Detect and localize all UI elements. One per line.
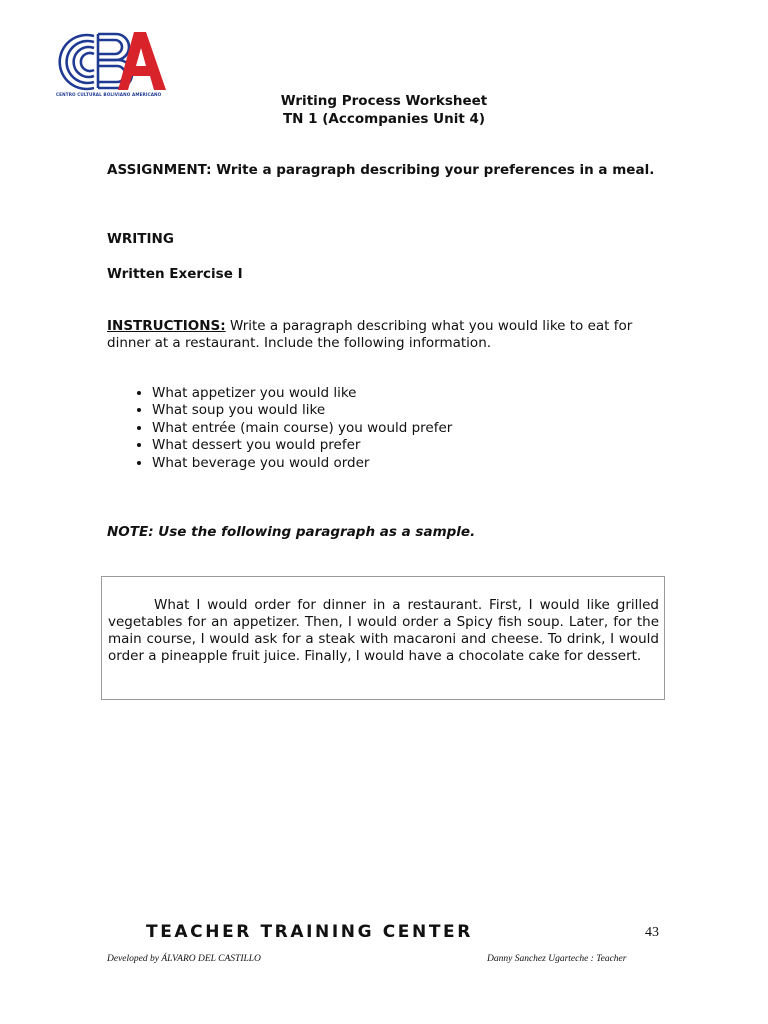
section-heading-writing: WRITING bbox=[107, 231, 174, 247]
instructions-label: INSTRUCTIONS: bbox=[107, 318, 226, 334]
note-text: NOTE: Use the following paragraph as a sample. bbox=[107, 524, 476, 540]
teacher-training-center-title: TEACHER TRAINING CENTER bbox=[146, 922, 473, 942]
list-item: • What dessert you would prefer bbox=[152, 437, 452, 454]
list-item: • What soup you would like bbox=[152, 402, 452, 419]
logo-caption: CENTRO CULTURAL BOLIVIANO AMERICANO bbox=[56, 92, 162, 97]
list-item: • What beverage you would order bbox=[152, 455, 452, 472]
list-item: • What entrée (main course) you would prefer bbox=[152, 420, 452, 437]
developed-by-credit: Developed by ÁLVARO DEL CASTILLO bbox=[107, 954, 261, 964]
page-number: 43 bbox=[645, 925, 659, 940]
worksheet-subtitle: TN 1 (Accompanies Unit 4) bbox=[282, 111, 486, 127]
assignment-text: ASSIGNMENT: Write a paragraph describing your preferences in a meal. bbox=[107, 162, 655, 178]
teacher-credit: Danny Sanchez Ugarteche : Teacher bbox=[487, 954, 627, 964]
info-bullet-list bbox=[130, 385, 452, 472]
exercise-heading: Written Exercise I bbox=[107, 266, 243, 282]
instructions-text: Write a paragraph describing what you would like to eat for dinner at a restaurant. Include the following information. bbox=[107, 318, 633, 351]
list-item: • What appetizer you would like bbox=[152, 385, 452, 402]
sample-paragraph: What I would order for dinner in a restaurant. First, I would like grilled vegetables for an appetizer. Then, I would order a Spicy fish soup. Later, for the main course, I would ask for a steak with macaroni and cheese. To drink, I would order a pineapple fruit juice. Finally, I would have a chocolate cake for dessert. bbox=[108, 597, 659, 664]
sample-paragraph-box bbox=[101, 576, 665, 700]
worksheet-title: Writing Process Worksheet bbox=[280, 93, 488, 109]
instructions bbox=[107, 318, 667, 352]
